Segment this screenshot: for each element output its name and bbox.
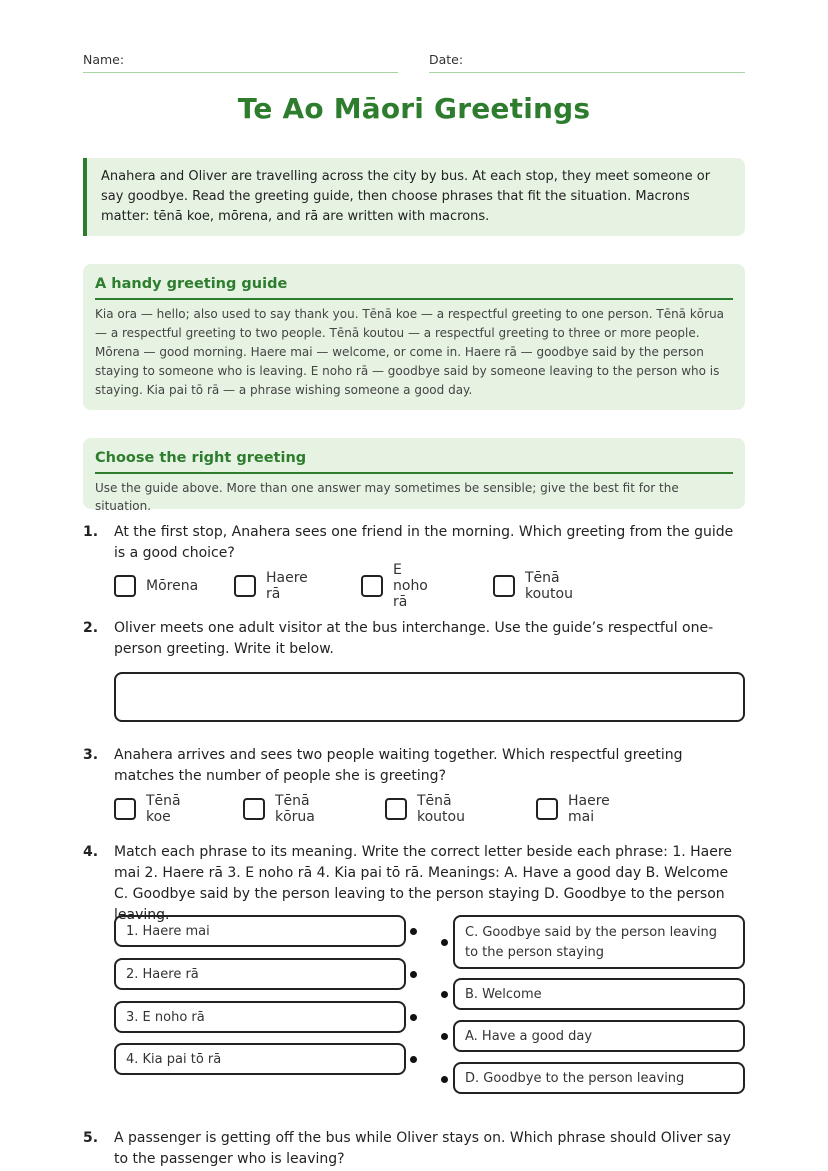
option-label: Mōrena (146, 578, 199, 594)
question-text: A passenger is getting off the bus while Oliver stays on. Which phrase should Oliver say to the passenger who is leaving? (114, 1130, 731, 1167)
question-number: 3. (83, 747, 99, 763)
question-text: Oliver meets one adult visitor at the bus interchange. Use the guide’s respectful one-person greeting. Write it below. (114, 620, 714, 657)
option-tena-koutou[interactable] (385, 793, 465, 825)
answer-input[interactable] (114, 672, 745, 722)
option-label: Tēnā kōrua (275, 793, 315, 825)
choose-instructions: Use the guide above. More than one answer may sometimes be sensible; give the best fit for the situation. (95, 481, 679, 513)
guide-text: Kia ora — hello; also used to say thank you. Tēnā koe — a respectful greeting to one person. Tēnā kōrua — a respectful greeting to two people. Tēnā koutou — a respectful greeting to three or more people. Mōrena — good morning. Haere mai — welcome, or come in. Haere rā — goodbye said by the person staying to someone who is leaving. E noho rā — goodbye said by someone leaving to the person who is staying. Kia pai tō rā — a phrase wishing someone a good day. (95, 307, 725, 397)
option-label: Tēnā koutou (417, 793, 465, 825)
match-meaning[interactable]: C. Goodbye said by the person leaving to the person staying (453, 915, 745, 969)
match-meaning[interactable]: A. Have a good day (453, 1020, 745, 1052)
name-field[interactable] (83, 52, 398, 73)
match-dot[interactable] (410, 1056, 417, 1063)
option-e-noho-ra[interactable] (361, 562, 428, 610)
option-label: Haere rā (266, 570, 308, 602)
option-haere-ra[interactable] (234, 570, 308, 602)
date-label: Date: (429, 52, 464, 67)
match-dot[interactable] (410, 928, 417, 935)
checkbox[interactable] (114, 575, 136, 597)
checkbox[interactable] (536, 798, 558, 820)
option-label: Tēnā koe (146, 793, 181, 825)
question-number: 4. (83, 844, 99, 860)
option-label: Haere mai (568, 793, 610, 825)
option-tena-koutou[interactable] (493, 570, 573, 602)
question-2 (83, 618, 745, 660)
checkbox[interactable] (493, 575, 515, 597)
option-morena[interactable] (114, 574, 198, 598)
question-4 (83, 842, 745, 926)
option-tena-koe[interactable] (114, 793, 181, 825)
choose-title: Choose the right greeting (95, 448, 733, 474)
checkbox[interactable] (243, 798, 265, 820)
checkbox[interactable] (361, 575, 383, 597)
match-dot[interactable] (410, 1014, 417, 1021)
match-phrase[interactable]: 4. Kia pai tō rā (114, 1043, 406, 1075)
option-tena-korua[interactable] (243, 793, 315, 825)
match-dot[interactable] (441, 1076, 448, 1083)
match-dot[interactable] (441, 939, 448, 946)
header-row (83, 52, 745, 74)
question-3 (83, 745, 745, 787)
page-title: Te Ao Māori Greetings (237, 92, 591, 125)
match-phrase[interactable]: 1. Haere mai (114, 915, 406, 947)
guide-title: A handy greeting guide (95, 274, 733, 300)
match-dot[interactable] (441, 991, 448, 998)
checkbox[interactable] (114, 798, 136, 820)
question-text: At the first stop, Anahera sees one friend in the morning. Which greeting from the guide is a good choice? (114, 524, 734, 561)
match-phrase[interactable]: 3. E noho rā (114, 1001, 406, 1033)
match-meaning[interactable]: B. Welcome (453, 978, 745, 1010)
match-meaning[interactable]: D. Goodbye to the person leaving (453, 1062, 745, 1094)
question-text: Anahera arrives and sees two people waiting together. Which respectful greeting matches the number of people she is greeting? (114, 747, 683, 784)
question-number: 1. (83, 524, 99, 540)
name-label: Name: (83, 52, 125, 67)
option-label: E noho rā (393, 562, 428, 610)
choose-section (83, 438, 745, 513)
intro-box: Anahera and Oliver are travelling across the city by bus. At each stop, they meet someone or say goodbye. Read the greeting guide, then choose phrases that fit the situation. Macrons matter: tēnā koe, mōrena, and rā are written with macrons. (83, 158, 745, 236)
option-haere-mai[interactable] (536, 793, 610, 825)
match-phrase[interactable]: 2. Haere rā (114, 958, 406, 990)
match-dot[interactable] (410, 971, 417, 978)
question-text: Match each phrase to its meaning. Write the correct letter beside each phrase: 1. Haere mai 2. Haere rā 3. E noho rā 4. Kia pai tō rā. Meanings: A. Have a good day B. Welcome C. Goodbye said by the person leaving to the person staying D. Goodbye to the person leaving. (114, 844, 732, 923)
question-1 (83, 522, 745, 564)
date-field[interactable] (429, 52, 745, 73)
question-number: 2. (83, 620, 99, 636)
option-label: Tēnā koutou (525, 570, 573, 602)
match-dot[interactable] (441, 1033, 448, 1040)
greeting-guide (83, 264, 745, 410)
question-number: 5. (83, 1130, 99, 1146)
question-5 (83, 1128, 745, 1170)
checkbox[interactable] (234, 575, 256, 597)
checkbox[interactable] (385, 798, 407, 820)
